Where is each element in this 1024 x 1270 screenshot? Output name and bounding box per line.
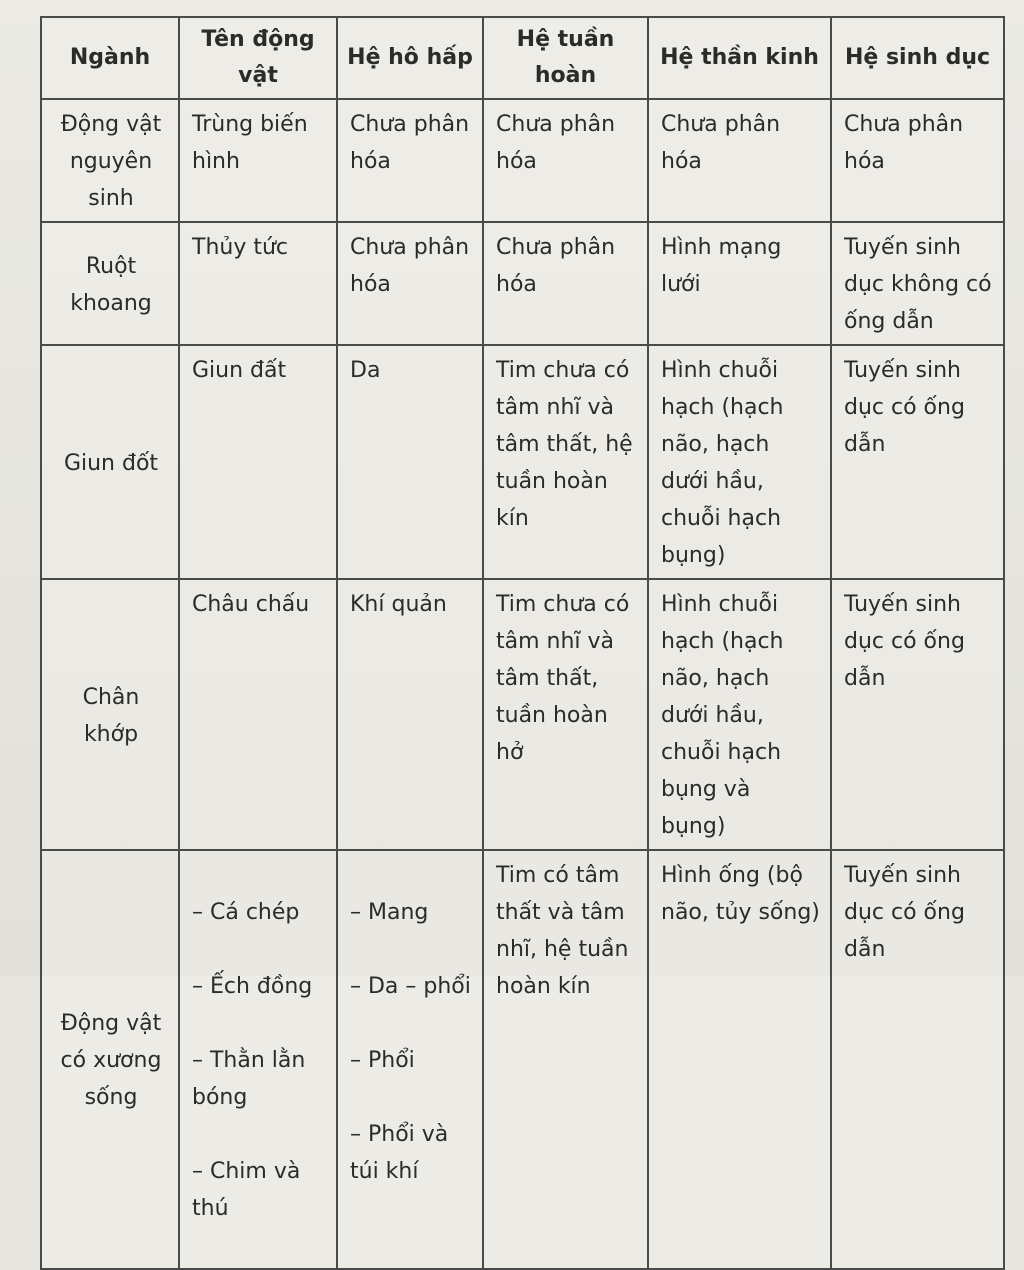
cell-respiratory: Khí quản xyxy=(337,579,483,850)
table-row xyxy=(41,850,1004,1269)
cell-nervous: Hình chuỗi hạch (hạch não, hạch dưới hầu, chuỗi hạch bụng) xyxy=(648,345,831,579)
list-item: – Thằn lằn bóng xyxy=(192,1048,306,1110)
cell-phylum: Ruột khoang xyxy=(41,222,179,345)
cell-reproductive: Tuyến sinh dục có ống dẫn xyxy=(831,850,1004,1269)
cell-nervous: Chưa phân hóa xyxy=(648,99,831,222)
animal-systems-table xyxy=(40,16,1005,1270)
cell-animal: Trùng biến hình xyxy=(179,99,337,222)
cell-circulatory: Tim có tâm thất và tâm nhĩ, hệ tuần hoàn kín xyxy=(483,850,648,1269)
header-phylum: Ngành xyxy=(41,17,179,99)
cell-reproductive: Tuyến sinh dục có ống dẫn xyxy=(831,579,1004,850)
list-item: – Phổi và túi khí xyxy=(350,1122,449,1184)
cell-animal-list xyxy=(179,850,337,1269)
list-item: – Mang xyxy=(350,900,429,925)
table-row xyxy=(41,99,1004,222)
cell-respiratory: Chưa phân hóa xyxy=(337,99,483,222)
cell-circulatory: Tim chưa có tâm nhĩ và tâm thất, tuần hoàn hở xyxy=(483,579,648,850)
cell-respiratory: Chưa phân hóa xyxy=(337,222,483,345)
header-respiratory: Hệ hô hấp xyxy=(337,17,483,99)
header-animal-name: Tên động vật xyxy=(179,17,337,99)
cell-phylum: Động vật nguyên sinh xyxy=(41,99,179,222)
table-header-row xyxy=(41,17,1004,99)
list-item: – Da – phổi xyxy=(350,974,471,999)
cell-circulatory: Tim chưa có tâm nhĩ và tâm thất, hệ tuần hoàn kín xyxy=(483,345,648,579)
list-item: – Phổi xyxy=(350,1048,415,1073)
cell-reproductive: Tuyến sinh dục có ống dẫn xyxy=(831,345,1004,579)
cell-respiratory: Da xyxy=(337,345,483,579)
table-row xyxy=(41,345,1004,579)
list-item: – Cá chép xyxy=(192,900,300,925)
cell-reproductive: Chưa phân hóa xyxy=(831,99,1004,222)
cell-phylum: Giun đốt xyxy=(41,345,179,579)
header-reproductive: Hệ sinh dục xyxy=(831,17,1004,99)
table-row xyxy=(41,579,1004,850)
cell-animal: Châu chấu xyxy=(179,579,337,850)
cell-circulatory: Chưa phân hóa xyxy=(483,99,648,222)
cell-animal: Thủy tức xyxy=(179,222,337,345)
cell-nervous: Hình mạng lưới xyxy=(648,222,831,345)
table-row xyxy=(41,222,1004,345)
cell-phylum: Động vật có xương sống xyxy=(41,850,179,1269)
cell-nervous: Hình ống (bộ não, tủy sống) xyxy=(648,850,831,1269)
list-item: – Chim và thú xyxy=(192,1159,301,1221)
header-nervous: Hệ thần kinh xyxy=(648,17,831,99)
cell-nervous: Hình chuỗi hạch (hạch não, hạch dưới hầu, chuỗi hạch bụng và bụng) xyxy=(648,579,831,850)
cell-circulatory: Chưa phân hóa xyxy=(483,222,648,345)
cell-respiratory-list xyxy=(337,850,483,1269)
list-item: – Ếch đồng xyxy=(192,974,313,999)
cell-phylum: Chân khớp xyxy=(41,579,179,850)
cell-reproductive: Tuyến sinh dục không có ống dẫn xyxy=(831,222,1004,345)
cell-animal: Giun đất xyxy=(179,345,337,579)
header-circulatory: Hệ tuần hoàn xyxy=(483,17,648,99)
